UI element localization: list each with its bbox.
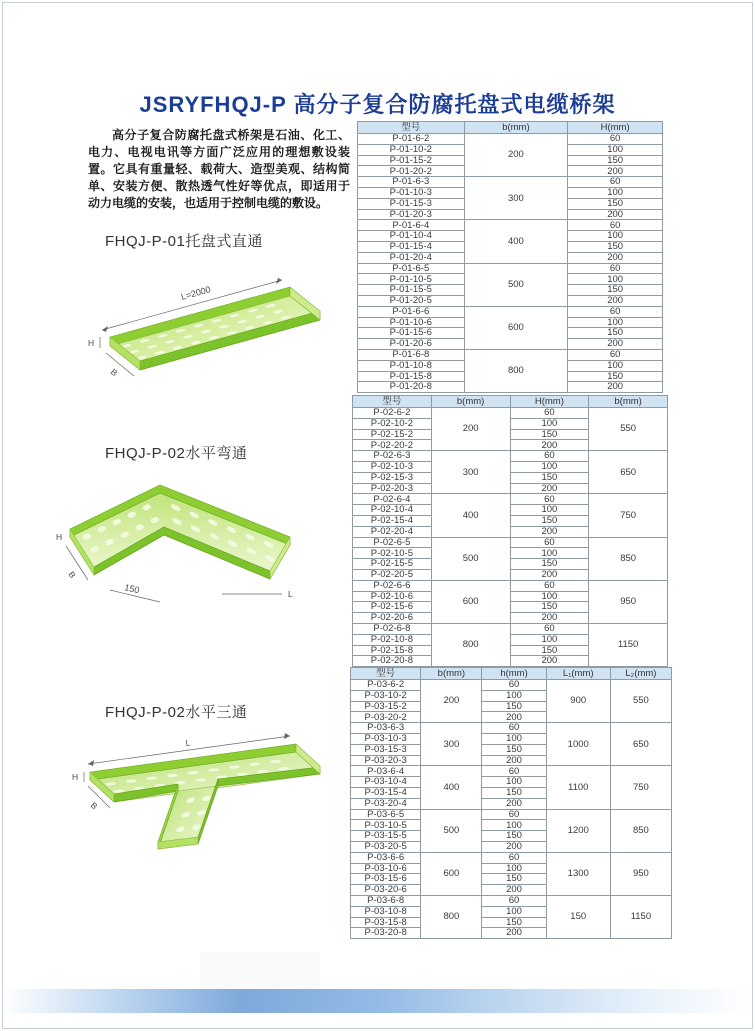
table-row: [358, 349, 663, 360]
merged-cell: 1100: [546, 766, 610, 809]
table-cell: P-01-10-8: [358, 360, 465, 371]
table-cell: 60: [568, 220, 663, 231]
merged-cell: 200: [421, 680, 482, 723]
spec-table-tee: [350, 667, 672, 939]
table-cell: P-01-15-3: [358, 198, 465, 209]
table-cell: P-03-10-3: [351, 733, 421, 744]
table-cell: 60: [510, 451, 589, 462]
tray-tee-diagram: [68, 718, 334, 903]
table-cell: P-02-6-2: [353, 408, 432, 419]
tray-elbow-diagram: [52, 462, 318, 632]
table-cell: 150: [482, 917, 546, 928]
table-cell: 200: [482, 885, 546, 896]
merged-cell: 600: [421, 852, 482, 895]
table-cell: P-03-20-8: [351, 928, 421, 939]
table-cell: 200: [510, 440, 589, 451]
table-cell: P-02-6-3: [353, 451, 432, 462]
table-row: [358, 220, 663, 231]
watermark: [200, 952, 320, 992]
table-cell: P-02-10-3: [353, 461, 432, 472]
table-cell: P-02-15-4: [353, 515, 432, 526]
table-cell: 200: [482, 928, 546, 939]
header-row: [358, 122, 663, 134]
column-header: H(mm): [510, 396, 589, 408]
table-cell: P-01-10-4: [358, 231, 465, 242]
table-cell: P-02-15-6: [353, 602, 432, 613]
table-cell: P-01-20-3: [358, 209, 465, 220]
table-cell: P-03-20-5: [351, 841, 421, 852]
column-header: b(mm): [421, 668, 482, 680]
table-cell: P-03-6-6: [351, 852, 421, 863]
merged-cell: 950: [589, 580, 668, 623]
table-row: [358, 263, 663, 274]
table-cell: 100: [510, 418, 589, 429]
table-cell: P-03-6-8: [351, 895, 421, 906]
arrowhead: [88, 760, 94, 766]
spec-table-straight: [357, 121, 663, 393]
table-cell: P-01-15-6: [358, 328, 465, 339]
merged-cell: 500: [421, 809, 482, 852]
table-cell: 200: [568, 209, 663, 220]
merged-cell: 650: [589, 451, 668, 494]
table-row: [351, 680, 672, 691]
table-cell: P-01-6-5: [358, 263, 465, 274]
table-cell: 200: [482, 712, 546, 723]
table-row: [358, 306, 663, 317]
table-cell: P-03-10-8: [351, 906, 421, 917]
table-cell: 60: [568, 306, 663, 317]
table-cell: P-01-10-6: [358, 317, 465, 328]
merged-cell: 1150: [610, 895, 671, 938]
table-cell: P-02-20-4: [353, 526, 432, 537]
page-title: JSRYFHQJ-P 高分子复合防腐托盘式电缆桥架: [139, 92, 616, 117]
table-cell: 100: [568, 274, 663, 285]
length-dimension-label: L: [184, 737, 191, 748]
table-cell: 60: [482, 809, 546, 820]
column-header: 型号: [358, 122, 465, 134]
table-cell: 60: [482, 680, 546, 691]
table-cell: P-03-6-2: [351, 680, 421, 691]
table-cell: P-02-6-5: [353, 537, 432, 548]
table-cell: 150: [510, 515, 589, 526]
table-cell: 150: [568, 155, 663, 166]
table-row: [353, 580, 668, 591]
merged-cell: 850: [589, 537, 668, 580]
table-cell: P-01-15-5: [358, 285, 465, 296]
table-cell: 150: [568, 371, 663, 382]
table-cell: 60: [482, 723, 546, 734]
merged-cell: 1150: [589, 623, 668, 666]
merged-cell: 1000: [546, 723, 610, 766]
table-cell: P-01-20-2: [358, 166, 465, 177]
merged-cell: 850: [610, 809, 671, 852]
table-cell: 100: [482, 906, 546, 917]
table-cell: 60: [510, 623, 589, 634]
width-dimension-label: B: [88, 800, 100, 812]
table-cell: P-03-20-4: [351, 798, 421, 809]
table-cell: 60: [482, 895, 546, 906]
merged-cell: 150: [546, 895, 610, 938]
table-cell: 150: [568, 285, 663, 296]
merged-cell: 750: [610, 766, 671, 809]
table-cell: P-03-6-5: [351, 809, 421, 820]
table-cell: P-01-15-4: [358, 241, 465, 252]
table-cell: 150: [482, 874, 546, 885]
table-cell: P-01-10-3: [358, 187, 465, 198]
table-row: [351, 766, 672, 777]
table-cell: 100: [482, 863, 546, 874]
merged-cell: 750: [589, 494, 668, 537]
table-row: [351, 809, 672, 820]
table-cell: P-02-10-8: [353, 634, 432, 645]
table-cell: P-03-10-4: [351, 777, 421, 788]
table-cell: P-01-6-4: [358, 220, 465, 231]
table-cell: 200: [510, 526, 589, 537]
table-cell: P-01-6-3: [358, 177, 465, 188]
table-row: [353, 494, 668, 505]
table-row: [351, 852, 672, 863]
table-cell: P-03-15-4: [351, 787, 421, 798]
column-header: L₂(mm): [610, 668, 671, 680]
table-cell: P-01-10-2: [358, 144, 465, 155]
table-cell: 200: [510, 483, 589, 494]
table-cell: 200: [482, 798, 546, 809]
table-cell: P-01-6-2: [358, 134, 465, 145]
spec-table-elbow: [352, 395, 668, 667]
arrowhead: [284, 733, 290, 739]
arrowhead: [276, 278, 282, 284]
table-cell: 200: [568, 166, 663, 177]
table-row: [353, 537, 668, 548]
table-cell: P-03-20-6: [351, 885, 421, 896]
table-cell: 200: [482, 841, 546, 852]
table-cell: P-03-20-2: [351, 712, 421, 723]
table-cell: 100: [510, 548, 589, 559]
table-cell: 60: [482, 852, 546, 863]
inner-dimension-label: 150: [123, 582, 141, 596]
table-cell: 100: [482, 777, 546, 788]
merged-cell: 200: [431, 408, 510, 451]
column-header: L₁(mm): [546, 668, 610, 680]
table-cell: 150: [482, 831, 546, 842]
diagram-2-label: FHQJ-P-02水平弯通: [105, 445, 248, 462]
table-cell: P-03-15-5: [351, 831, 421, 842]
table-row: [353, 623, 668, 634]
merged-cell: 650: [610, 723, 671, 766]
table-cell: 150: [568, 198, 663, 209]
table-cell: P-02-15-5: [353, 559, 432, 570]
table-cell: P-01-6-6: [358, 306, 465, 317]
merged-cell: 800: [464, 349, 568, 392]
table-cell: P-01-15-8: [358, 371, 465, 382]
table-cell: 150: [568, 328, 663, 339]
table-cell: P-02-15-8: [353, 645, 432, 656]
table-cell: 200: [510, 656, 589, 667]
table-cell: 200: [568, 382, 663, 393]
length-dimension-label: L: [288, 589, 293, 599]
height-dimension-label: H: [88, 338, 95, 348]
table-cell: 100: [510, 505, 589, 516]
column-header: H(mm): [568, 122, 663, 134]
table-cell: 60: [482, 766, 546, 777]
table-cell: 150: [482, 787, 546, 798]
table-cell: P-03-20-3: [351, 755, 421, 766]
table-cell: P-03-15-3: [351, 744, 421, 755]
table-cell: 150: [482, 701, 546, 712]
table-cell: P-01-10-5: [358, 274, 465, 285]
table-cell: 60: [568, 134, 663, 145]
table-cell: 200: [482, 755, 546, 766]
table-cell: 200: [568, 339, 663, 350]
table-cell: 150: [510, 559, 589, 570]
table-cell: P-02-10-6: [353, 591, 432, 602]
table-cell: 150: [510, 472, 589, 483]
table-cell: 100: [510, 461, 589, 472]
table-cell: 200: [568, 252, 663, 263]
table-cell: P-02-20-3: [353, 483, 432, 494]
merged-cell: 800: [421, 895, 482, 938]
table-cell: P-02-15-2: [353, 429, 432, 440]
table-cell: 150: [482, 744, 546, 755]
merged-cell: 800: [431, 623, 510, 666]
table-row: [358, 177, 663, 188]
column-header: 型号: [353, 396, 432, 408]
table-row: [358, 134, 663, 145]
merged-cell: 300: [431, 451, 510, 494]
table-cell: 60: [568, 177, 663, 188]
table-cell: 150: [510, 602, 589, 613]
table-cell: 100: [568, 144, 663, 155]
table-cell: P-02-10-2: [353, 418, 432, 429]
table-row: [353, 408, 668, 419]
table-cell: 200: [510, 613, 589, 624]
table-cell: 100: [568, 231, 663, 242]
merged-cell: 400: [431, 494, 510, 537]
column-header: b(mm): [589, 396, 668, 408]
table-cell: 150: [510, 645, 589, 656]
height-dimension-label: H: [56, 532, 63, 542]
arrowhead: [102, 326, 108, 332]
merged-cell: 400: [464, 220, 568, 263]
table-cell: P-02-6-4: [353, 494, 432, 505]
table-row: [351, 723, 672, 734]
length-dimension-label: L=2000: [179, 284, 212, 302]
table-cell: P-03-6-4: [351, 766, 421, 777]
column-header: b(mm): [464, 122, 568, 134]
width-dimension-label: B: [66, 569, 78, 580]
table-cell: P-03-15-8: [351, 917, 421, 928]
table-cell: P-01-20-6: [358, 339, 465, 350]
column-header: b(mm): [431, 396, 510, 408]
table-cell: 100: [568, 360, 663, 371]
table-cell: P-02-20-5: [353, 569, 432, 580]
table-cell: P-03-10-2: [351, 690, 421, 701]
merged-cell: 200: [464, 134, 568, 177]
table-cell: 100: [482, 820, 546, 831]
table-cell: 200: [510, 569, 589, 580]
table-cell: P-01-15-2: [358, 155, 465, 166]
table-cell: P-02-6-6: [353, 580, 432, 591]
table-cell: 60: [510, 537, 589, 548]
diagram-1-label: FHQJ-P-01托盘式直通: [105, 233, 263, 250]
table-cell: P-03-10-5: [351, 820, 421, 831]
merged-cell: 300: [464, 177, 568, 220]
merged-cell: 950: [610, 852, 671, 895]
table-cell: P-02-10-4: [353, 505, 432, 516]
table-cell: P-03-15-6: [351, 874, 421, 885]
table-cell: 150: [568, 241, 663, 252]
merged-cell: 550: [589, 408, 668, 451]
table-cell: P-02-6-8: [353, 623, 432, 634]
table-cell: P-02-20-2: [353, 440, 432, 451]
table-row: [351, 895, 672, 906]
table-cell: 150: [510, 429, 589, 440]
table-cell: P-03-15-2: [351, 701, 421, 712]
header-row: [353, 396, 668, 408]
merged-cell: 400: [421, 766, 482, 809]
table-cell: P-02-15-3: [353, 472, 432, 483]
merged-cell: 550: [610, 680, 671, 723]
table-cell: 60: [510, 580, 589, 591]
intro-paragraph: 高分子复合防腐托盘式桥架是石油、化工、电力、电视电讯等方面广泛应用的理想敷设装置。它具有重量轻、载荷大、造型美观、结构简单、安装方便、散热透气性好等优点，即适用于动力电缆的安装，也适用于控制电缆的敷设。: [88, 128, 350, 210]
table-cell: 100: [510, 634, 589, 645]
height-dimension-label: H: [72, 772, 79, 782]
table-row: [353, 451, 668, 462]
merged-cell: 500: [431, 537, 510, 580]
column-header: 型号: [351, 668, 421, 680]
table-cell: P-02-20-6: [353, 613, 432, 624]
table-cell: 100: [568, 187, 663, 198]
table-cell: P-01-20-4: [358, 252, 465, 263]
merged-cell: 1200: [546, 809, 610, 852]
table-cell: 200: [568, 295, 663, 306]
table-cell: 100: [510, 591, 589, 602]
merged-cell: 1300: [546, 852, 610, 895]
table-cell: 60: [568, 263, 663, 274]
table-cell: 60: [510, 494, 589, 505]
merged-cell: 900: [546, 680, 610, 723]
footer-gradient-bar: [3, 989, 752, 1013]
width-dimension-label: B: [108, 366, 120, 379]
merged-cell: 300: [421, 723, 482, 766]
header-row: [351, 668, 672, 680]
table-cell: P-03-10-6: [351, 863, 421, 874]
merged-cell: 600: [464, 306, 568, 349]
table-cell: P-01-6-8: [358, 349, 465, 360]
table-cell: P-03-6-3: [351, 723, 421, 734]
table-cell: 60: [568, 349, 663, 360]
column-header: h(mm): [482, 668, 546, 680]
diagram-3-label: FHQJ-P-02水平三通: [105, 704, 248, 721]
tray-straight-diagram: [82, 258, 338, 403]
table-cell: 100: [482, 690, 546, 701]
table-cell: P-01-20-8: [358, 382, 465, 393]
table-cell: 60: [510, 408, 589, 419]
table-cell: 100: [482, 733, 546, 744]
table-cell: P-02-10-5: [353, 548, 432, 559]
table-cell: P-01-20-5: [358, 295, 465, 306]
table-cell: P-02-20-8: [353, 656, 432, 667]
merged-cell: 600: [431, 580, 510, 623]
merged-cell: 500: [464, 263, 568, 306]
table-cell: 100: [568, 317, 663, 328]
